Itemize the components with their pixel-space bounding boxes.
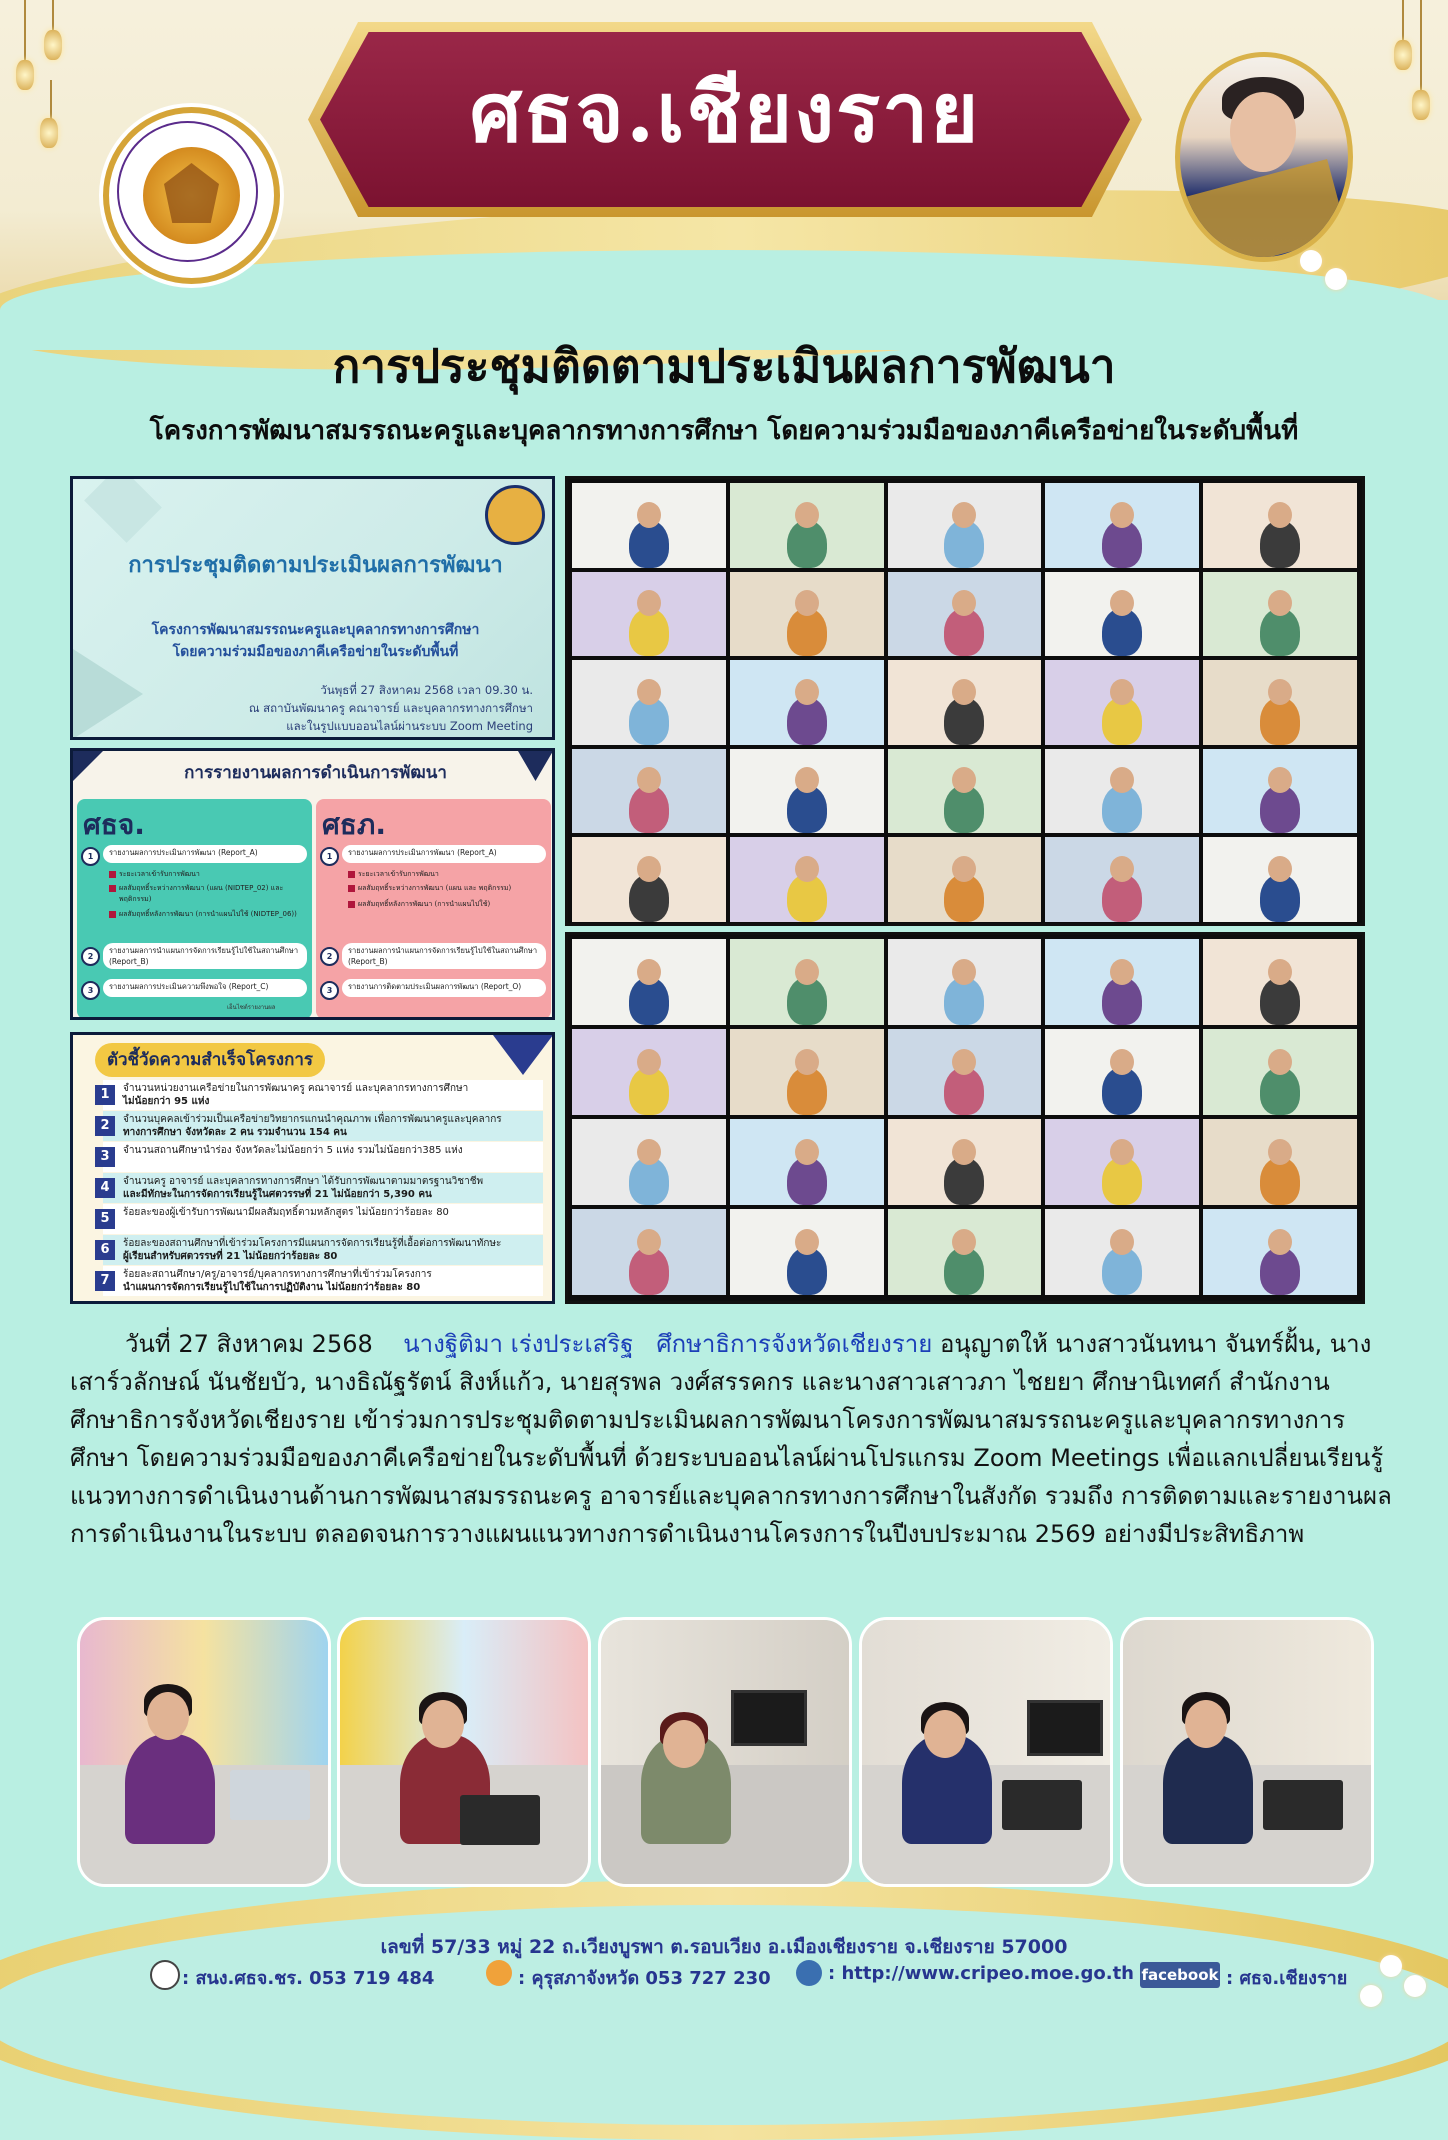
portrait-image xyxy=(1175,52,1353,262)
participant-head xyxy=(637,1229,661,1255)
participant-head xyxy=(1268,1229,1292,1255)
video-tile xyxy=(730,1209,884,1295)
participant-head xyxy=(1110,856,1134,882)
phone-icon xyxy=(150,1960,180,1990)
participant-photo xyxy=(859,1617,1113,1887)
kpi-text: จำนวนบุคคลเข้าร่วมเป็นเครือข่ายวิทยากรแกนนำคุณภาพ เพื่อการพัฒนาครูและบุคลากร xyxy=(123,1114,502,1125)
participant-photo xyxy=(598,1617,852,1887)
news-paragraph xyxy=(70,1325,1400,1553)
report-subitem: ผลสัมฤทธิ์หลังการพัฒนา (การนำแผนไปใช้) xyxy=(358,900,491,908)
video-tile xyxy=(1203,939,1357,1025)
kpi-number: 2 xyxy=(95,1116,115,1136)
video-tile xyxy=(1045,483,1199,568)
kpi-text: ร้อยละสถานศึกษา/ครู/อาจารย์/บุคลากรทางการศึกษาที่เข้าร่วมโครงการ xyxy=(123,1269,432,1280)
video-tile xyxy=(1045,1029,1199,1115)
participant-head xyxy=(637,1139,661,1165)
video-tile xyxy=(1045,1209,1199,1295)
participant-head xyxy=(795,767,819,793)
bullet xyxy=(348,885,355,892)
bullet xyxy=(109,871,116,878)
kpi-target: ผู้เรียนสำหรับศตวรรษที่ 21 ไม่น้อยกว่าร้อยละ 80 xyxy=(123,1251,338,1262)
video-tile xyxy=(1203,483,1357,568)
bullet xyxy=(109,911,116,918)
slide-kpis xyxy=(70,1032,555,1304)
participant-head xyxy=(795,1229,819,1255)
step-number: 3 xyxy=(81,981,100,1000)
kpi-number: 6 xyxy=(95,1240,115,1260)
zoom-gallery-1 xyxy=(565,476,1365,926)
slide-logo-icon xyxy=(485,485,545,545)
participant-photo xyxy=(1120,1617,1374,1887)
photo-monitor xyxy=(731,1690,807,1746)
video-tile xyxy=(888,837,1042,922)
participant-head xyxy=(1268,1049,1292,1075)
video-tile xyxy=(730,749,884,834)
participant-head xyxy=(952,856,976,882)
photo-face xyxy=(422,1700,464,1748)
report-subitem: ผลสัมฤทธิ์ระหว่างการพัฒนา (แผน และ พฤติกรรม) xyxy=(358,884,512,892)
video-tile xyxy=(730,837,884,922)
step-number: 2 xyxy=(320,947,339,966)
flower-decoration xyxy=(1360,1985,1382,2007)
footer-website-link[interactable]: : http://www.cripeo.moe.go.th xyxy=(828,1963,1134,1984)
slide-title: การรายงานผลการดำเนินการพัฒนา xyxy=(184,763,447,783)
lantern-icon xyxy=(1394,40,1412,70)
paragraph-body: อนุญาตให้ นางสาวนันทนา จันทร์ฝั้น, นางเสาร์วลักษณ์ นันชัยบัว, นางธิณัฐรัตน์ สิงห์แก้ว, นายสุรพล วงศ์สรรคกร และนางสาวเสาวภา ไชยยา ศึกษานิเทศก์ สำนักงานศึกษาธิการจังหวัดเชียงราย เข้าร่วมการประชุมติดตามประเมินผลการพัฒนาโครงการพัฒนาสมรรถนะครูและบุคลากรทางการศึกษา โดยความร่วมมือของภาคีเครือข่ายในระดับพื้นที่ ด้วยระบบออนไลน์ผ่านโปรแกรม Zoom Meetings เพื่อแลกเปลี่ยนเรียนรู้แนวทางการดำเนินงานด้านการพัฒนาสมรรถนะครู อาจารย์และบุคลากรทางการศึกษาในสังกัด รวมถึง การติดตามและรายงานผลการดำเนินงานในระบบ ตลอดจนการวางแผนแนวทางการดำเนินงานโครงการในปีงบประมาณ 2569 อย่างมีประสิทธิภาพ xyxy=(70,1330,1392,1548)
banner-title: ศธจ.เชียงราย xyxy=(469,65,981,161)
participant-head xyxy=(952,679,976,705)
kpi-number: 1 xyxy=(95,1085,115,1105)
video-tile xyxy=(888,483,1042,568)
kpi-text: ร้อยละของสถานศึกษาที่เข้าร่วมโครงการมีแผนการจัดการเรียนรู้ที่เอื้อต่อการพัฒนาทักษะ xyxy=(123,1238,502,1249)
slide-title: การประชุมติดตามประเมินผลการพัฒนา xyxy=(128,553,503,578)
participant-head xyxy=(795,1049,819,1075)
panel-heading: ศธภ. xyxy=(322,808,386,841)
date-text: วันที่ 27 สิงหาคม 2568 xyxy=(125,1330,373,1358)
video-tile xyxy=(730,483,884,568)
video-tile xyxy=(1045,572,1199,657)
video-tile xyxy=(572,572,726,657)
video-tile xyxy=(572,837,726,922)
portrait-face xyxy=(1230,92,1296,172)
video-tile xyxy=(1203,660,1357,745)
participant-head xyxy=(1268,856,1292,882)
participant-head xyxy=(1268,959,1292,985)
kpi-number: 7 xyxy=(95,1271,115,1291)
lantern-string xyxy=(24,0,26,60)
footer-phone-kurusapa: : คุรุสภาจังหวัด 053 727 230 xyxy=(518,1968,771,1989)
lantern-string xyxy=(50,80,52,120)
photo-person xyxy=(1163,1734,1253,1844)
kpi-text: ร้อยละของผู้เข้ารับการพัฒนามีผลสัมฤทธิ์ตามหลักสูตร ไม่น้อยกว่าร้อยละ 80 xyxy=(123,1207,449,1218)
report-item: รายงานผลการนำแผนการจัดการเรียนรู้ไปใช้ในสถานศึกษา (Report_B) xyxy=(342,943,546,969)
video-tile xyxy=(1203,1029,1357,1115)
participant-head xyxy=(1110,502,1134,528)
step-number: 1 xyxy=(81,847,100,866)
lantern-string xyxy=(1420,0,1422,90)
kpi-list xyxy=(73,1080,555,1304)
kpi-target: ไม่น้อยกว่า 95 แห่ง xyxy=(123,1096,210,1107)
photo-face xyxy=(147,1692,189,1740)
participant-head xyxy=(1268,767,1292,793)
kpi-number: 3 xyxy=(95,1147,115,1167)
participant-head xyxy=(795,590,819,616)
video-tile xyxy=(1045,749,1199,834)
flower-decoration xyxy=(1325,268,1347,290)
video-tile xyxy=(572,483,726,568)
video-tile xyxy=(730,939,884,1025)
participant-photo xyxy=(337,1617,591,1887)
facebook-icon[interactable]: facebook xyxy=(1140,1962,1220,1988)
lantern-icon xyxy=(44,30,62,60)
director-role: ศึกษาธิการจังหวัดเชียงราย xyxy=(656,1330,933,1358)
report-item: รายงานการติดตามประเมินผลการพัฒนา (Report_O) xyxy=(342,979,546,997)
panel-provincial-office xyxy=(77,799,312,1019)
step-number: 3 xyxy=(320,981,339,1000)
video-tile xyxy=(730,572,884,657)
bullet xyxy=(348,901,355,908)
video-tile xyxy=(1045,837,1199,922)
kpi-text: จำนวนครู อาจารย์ และบุคลากรทางการศึกษา ได้รับการพัฒนาตามมาตรฐานวิชาชีพ xyxy=(123,1176,484,1187)
participant-head xyxy=(795,856,819,882)
video-tile xyxy=(572,660,726,745)
video-tile xyxy=(1203,1209,1357,1295)
video-tile xyxy=(1045,939,1199,1025)
page-subtitle: โครงการพัฒนาสมรรถนะครูและบุคลากรทางการศึกษา โดยความร่วมมือของภาคีเครือข่ายในระดับพื้นที่ xyxy=(149,416,1299,446)
panel-regional-office xyxy=(316,799,551,1019)
participant-head xyxy=(795,1139,819,1165)
photo-person xyxy=(125,1734,215,1844)
slide-title: ตัวชี้วัดความสำเร็จโครงการ xyxy=(95,1043,325,1077)
video-tile xyxy=(730,1029,884,1115)
slide-meeting-title xyxy=(70,476,555,740)
report-subitem: ผลสัมฤทธิ์ระหว่างการพัฒนา (แผน (NIDTEP_02) และ พฤติกรรม) xyxy=(119,884,284,903)
flower-decoration xyxy=(1404,1975,1426,1997)
video-tile xyxy=(888,749,1042,834)
video-tile xyxy=(1045,660,1199,745)
kpi-number: 4 xyxy=(95,1178,115,1198)
report-item: รายงานผลการนำแผนการจัดการเรียนรู้ไปใช้ในสถานศึกษา (Report_B) xyxy=(103,943,307,969)
step-number: 1 xyxy=(320,847,339,866)
participant-head xyxy=(637,959,661,985)
report-item: รายงานผลการประเมินความพึงพอใจ (Report_C) xyxy=(103,979,307,997)
video-tile xyxy=(1203,1119,1357,1205)
participant-head xyxy=(1110,679,1134,705)
kpi-target: ทางการศึกษา จังหวัดละ 2 คน รวมจำนวน 154 คน xyxy=(123,1127,347,1138)
kpi-target: และมีทักษะในการจัดการเรียนรู้ในศตวรรษที่ 21 ไม่น้อยกว่า 5,390 คน xyxy=(123,1189,432,1200)
flower-decoration xyxy=(1380,1955,1402,1977)
kpi-text: จำนวนสถานศึกษานำร่อง จังหวัดละไม่น้อยกว่า 5 แห่ง รวมไม่น้อยกว่า385 แห่ง xyxy=(123,1145,463,1156)
lantern-string xyxy=(52,0,54,30)
kurusapa-icon xyxy=(486,1960,512,1986)
report-subitem: ระยะเวลาเข้ารับการพัฒนา xyxy=(119,870,200,878)
photo-laptop xyxy=(460,1795,540,1845)
video-tile xyxy=(730,660,884,745)
video-tile xyxy=(572,1029,726,1115)
participant-head xyxy=(1268,502,1292,528)
slide-subtitle: โดยความร่วมมือของภาคีเครือข่ายในระดับพื้นที่ xyxy=(172,644,459,660)
zoom-gallery-2 xyxy=(565,932,1365,1304)
kpi-text: จำนวนหน่วยงานเครือข่ายในการพัฒนาครู คณาจารย์ และบุคลากรทางการศึกษา xyxy=(123,1083,469,1094)
participant-head xyxy=(637,1049,661,1075)
director-name: นางฐิติมา เร่งประเสริฐ xyxy=(403,1330,634,1358)
lantern-string xyxy=(1402,0,1404,40)
photo-laptop xyxy=(1263,1780,1343,1830)
participant-head xyxy=(637,502,661,528)
office-logo xyxy=(103,107,280,284)
kpi-target: นำแผนการจัดการเรียนรู้ไปใช้ในการปฏิบัติงาน ไม่น้อยกว่าร้อยละ 80 xyxy=(123,1282,421,1293)
footer-facebook-page[interactable]: : ศธจ.เชียงราย xyxy=(1226,1968,1348,1989)
participant-head xyxy=(1268,679,1292,705)
video-tile xyxy=(888,1209,1042,1295)
participant-head xyxy=(795,959,819,985)
slide-subtitle: โครงการพัฒนาสมรรถนะครูและบุคลากรทางการศึกษา xyxy=(151,622,480,638)
video-tile xyxy=(1203,572,1357,657)
video-tile xyxy=(888,939,1042,1025)
video-tile xyxy=(888,660,1042,745)
slide-venue: ณ สถาบันพัฒนาครู คณาจารย์ และบุคลากรทางการศึกษา xyxy=(248,701,533,715)
video-tile xyxy=(1203,837,1357,922)
participant-head xyxy=(637,590,661,616)
photo-monitor xyxy=(1027,1700,1103,1756)
step-number: 2 xyxy=(81,947,100,966)
slide-decoration xyxy=(84,476,162,543)
footer-address: เลขที่ 57/33 หมู่ 22 ถ.เวียงบูรพา ต.รอบเวียง อ.เมืองเชียงราย จ.เชียงราย 57000 xyxy=(380,1936,1068,1958)
video-tile xyxy=(888,1119,1042,1205)
video-tile xyxy=(1203,749,1357,834)
report-item: รายงานผลการประเมินการพัฒนา (Report_A) xyxy=(103,845,307,863)
flower-decoration xyxy=(1300,250,1322,272)
participant-head xyxy=(1268,590,1292,616)
video-tile xyxy=(730,1119,884,1205)
participant-photo xyxy=(77,1617,331,1887)
page-title: การประชุมติดตามประเมินผลการพัฒนา xyxy=(332,339,1116,393)
lantern-icon xyxy=(40,118,58,148)
web-icon xyxy=(796,1960,822,1986)
photo-laptop xyxy=(1002,1780,1082,1830)
report-subitem: ระยะเวลาเข้ารับการพัฒนา xyxy=(358,870,439,878)
slide-note: เอ็นไซต์รายงานผล xyxy=(227,1004,276,1011)
participant-head xyxy=(637,679,661,705)
participant-head xyxy=(952,502,976,528)
participant-head xyxy=(637,767,661,793)
photo-face xyxy=(663,1720,705,1768)
panel-heading: ศธจ. xyxy=(83,808,145,841)
report-item: รายงานผลการประเมินการพัฒนา (Report_A) xyxy=(342,845,546,863)
footer-phone-office: : สนง.ศธจ.ชร. 053 719 484 xyxy=(182,1968,435,1989)
kpi-number: 5 xyxy=(95,1209,115,1229)
video-tile xyxy=(1045,1119,1199,1205)
photo-wall xyxy=(601,1620,849,1765)
video-tile xyxy=(572,1209,726,1295)
participant-head xyxy=(795,502,819,528)
video-tile xyxy=(572,1119,726,1205)
lantern-icon xyxy=(16,60,34,90)
lantern-icon xyxy=(1412,90,1430,120)
video-tile xyxy=(572,749,726,834)
participant-head xyxy=(637,856,661,882)
participant-head xyxy=(1268,1139,1292,1165)
slide-decoration xyxy=(493,1035,553,1075)
video-tile xyxy=(888,1029,1042,1115)
report-subitem: ผลสัมฤทธิ์หลังการพัฒนา (การนำแผนไปใช้ (NIDTEP_06)) xyxy=(119,910,297,918)
video-tile xyxy=(888,572,1042,657)
photo-face xyxy=(924,1710,966,1758)
photo-laptop xyxy=(230,1770,310,1820)
photo-wall xyxy=(80,1620,328,1765)
participant-head xyxy=(795,679,819,705)
photo-wall xyxy=(1123,1620,1371,1765)
photo-face xyxy=(1185,1700,1227,1748)
bullet xyxy=(109,885,116,892)
slide-venue: และในรูปแบบออนไลน์ผ่านระบบ Zoom Meeting xyxy=(286,719,533,733)
slide-date: วันพุธที่ 27 สิงหาคม 2568 เวลา 09.30 น. xyxy=(320,683,533,697)
bullet xyxy=(348,871,355,878)
video-tile xyxy=(572,939,726,1025)
slide-report-overview xyxy=(70,748,555,1020)
